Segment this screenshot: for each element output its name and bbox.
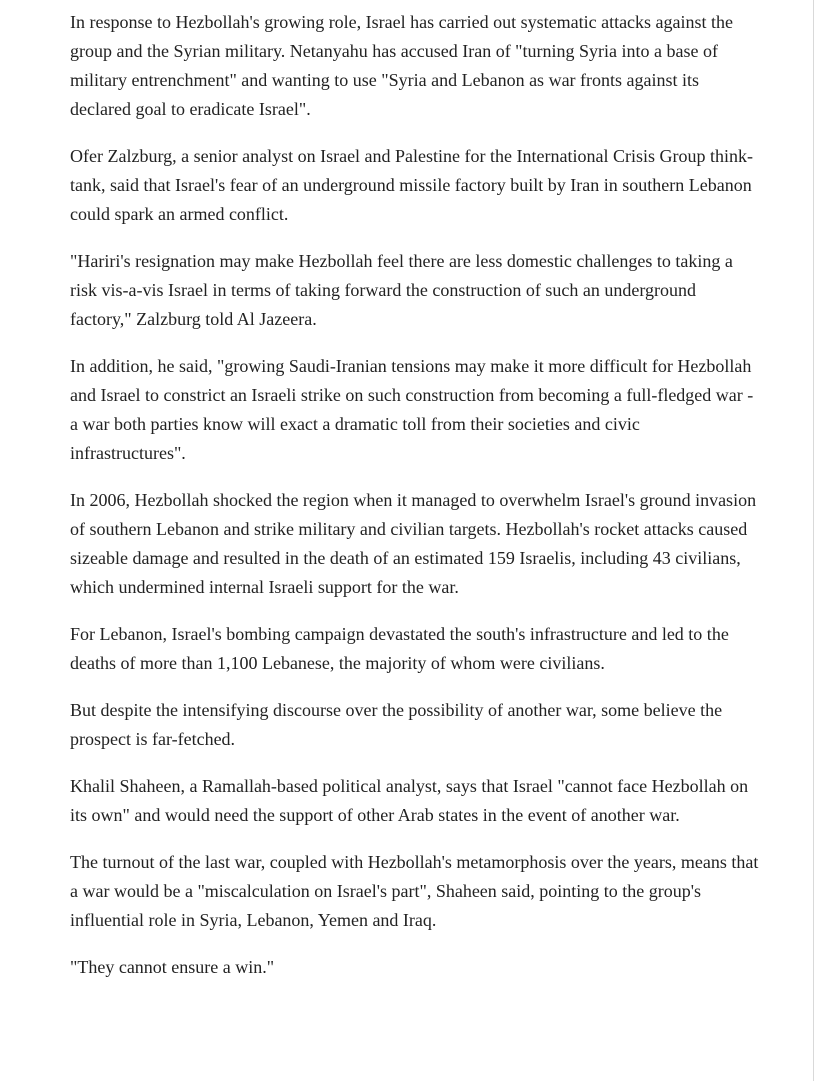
article-paragraph-8: Khalil Shaheen, a Ramallah-based political analyst, says that Israel "cannot face Hezbollah on its own" and would need the support of other Arab states in the event of another war. [70, 776, 749, 825]
article-paragraph-6: For Lebanon, Israel's bombing campaign devastated the south's infrastructure and led to the deaths of more than 1,100 Lebanese, the majority of whom were civilians. [70, 624, 729, 673]
page-right-divider [813, 0, 814, 1081]
article-paragraph-4: In addition, he said, "growing Saudi-Iranian tensions may make it more difficult for Hezbollah and Israel to constrict an Israeli strike on such construction from becoming a full-fledged war - a war both parties know will exact a dramatic toll from their societies and civic infrastructures". [70, 356, 754, 463]
article-paragraph-10: "They cannot ensure a win." [70, 957, 275, 977]
article-paragraph-5: In 2006, Hezbollah shocked the region when it managed to overwhelm Israel's ground invasion of southern Lebanon and strike military and civilian targets. Hezbollah's rocket attacks caused sizeable damage and resulted in the death of an estimated 159 Israelis, including 43 civilians, which undermined internal Israeli support for the war. [70, 490, 757, 597]
article-paragraph-9: The turnout of the last war, coupled with Hezbollah's metamorphosis over the years, means that a war would be a "miscalculation on Israel's part", Shaheen said, pointing to the group's influential role in Syria, Lebanon, Yemen and Iraq. [70, 852, 759, 930]
article-paragraph-1: In response to Hezbollah's growing role, Israel has carried out systematic attacks against the group and the Syrian military. Netanyahu has accused Iran of "turning Syria into a base of military entrenchment" and wanting to use "Syria and Lebanon as war fronts against its declared goal to eradicate Israel". [70, 12, 734, 119]
article-paragraph-3: "Hariri's resignation may make Hezbollah feel there are less domestic challenges to taking a risk vis-a-vis Israel in terms of taking forward the construction of such an underground factory," Zalzburg told Al Jazeera. [70, 251, 733, 329]
article-body [70, 8, 760, 1000]
article-paragraph-7: But despite the intensifying discourse over the possibility of another war, some believe the prospect is far-fetched. [70, 700, 723, 749]
article-paragraph-2: Ofer Zalzburg, a senior analyst on Israel and Palestine for the International Crisis Group think-tank, said that Israel's fear of an underground missile factory built by Iran in southern Lebanon could spark an armed conflict. [70, 146, 753, 224]
